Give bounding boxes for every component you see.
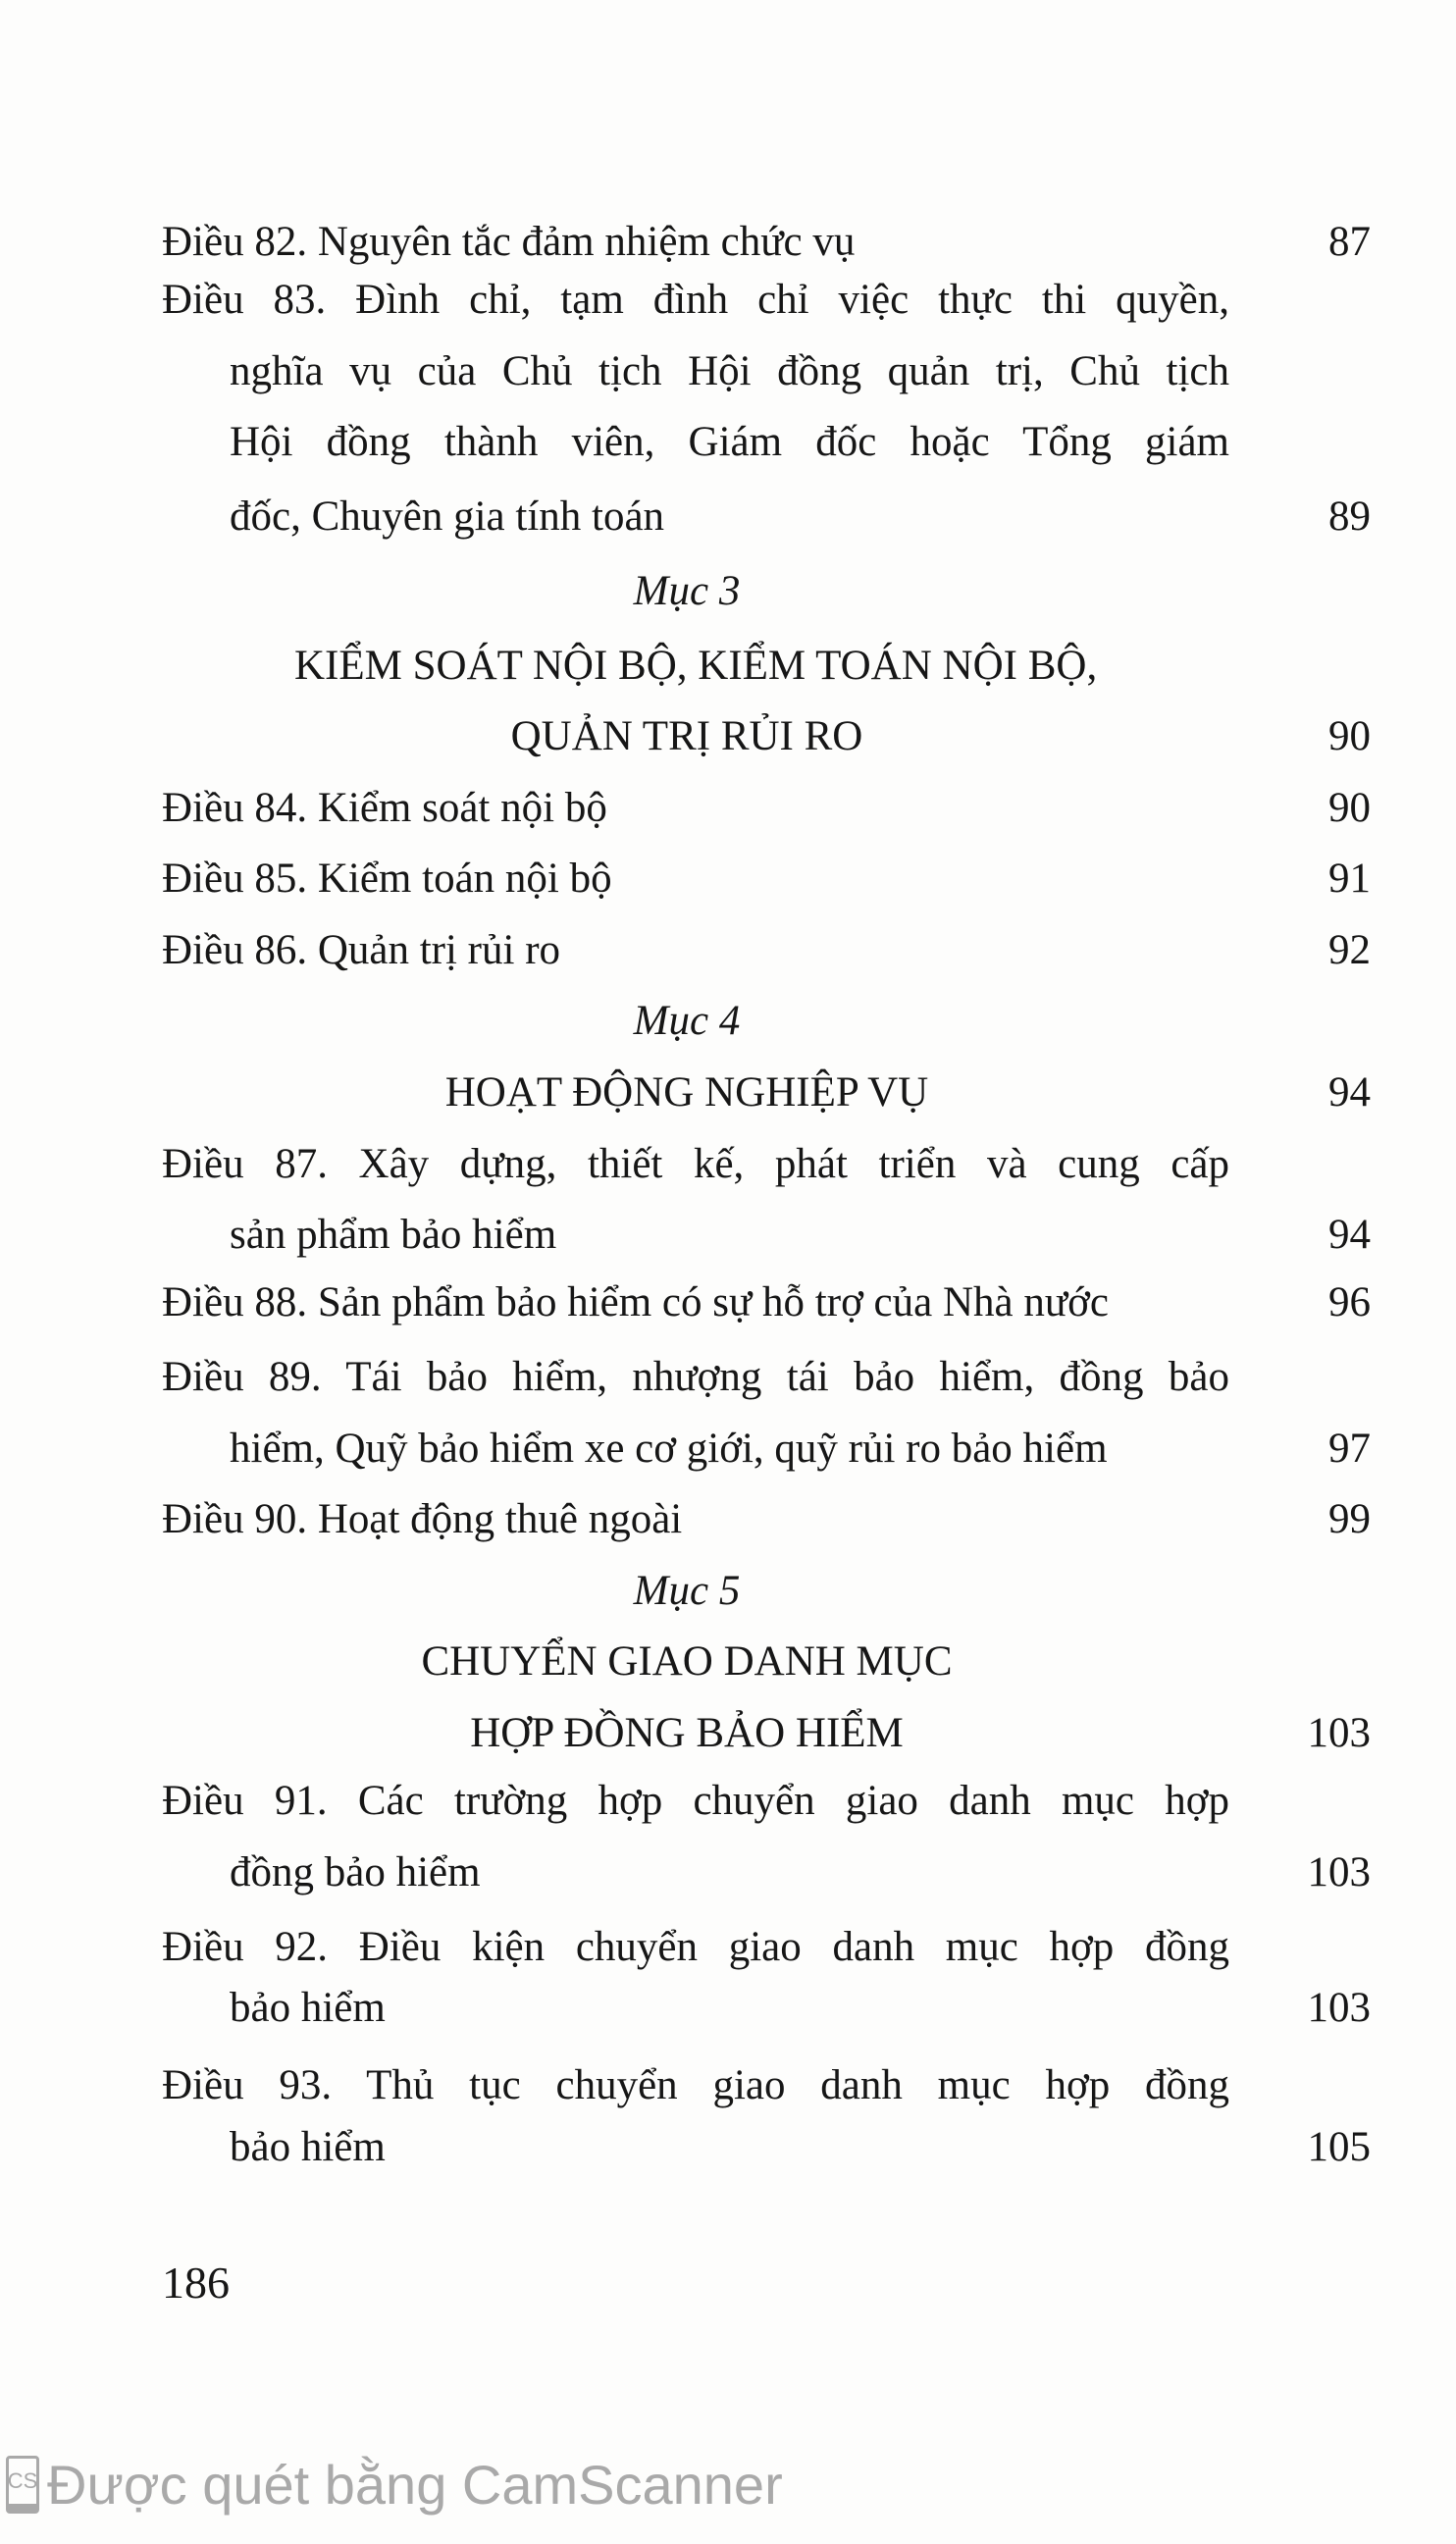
- toc-entry-line: Điều 91. Các trường hợp chuyển giao danh mục hợp: [162, 1778, 1229, 1824]
- toc-entry-line: Điều 84. Kiểm soát nội bộ: [162, 785, 607, 831]
- toc-entry-line: Điều 86. Quản trị rủi ro: [162, 927, 561, 973]
- toc-page-number: 92: [1328, 927, 1371, 973]
- toc-page-number: 94: [1328, 1069, 1371, 1116]
- section-label: Mục 3: [633, 568, 741, 614]
- toc-entry-line: Điều 90. Hoạt động thuê ngoài: [162, 1496, 683, 1542]
- toc-page-number: 87: [1328, 219, 1371, 265]
- toc-page-number: 94: [1328, 1212, 1371, 1258]
- toc-entry-line: Điều 83. Đình chỉ, tạm đình chỉ việc thực thi quyền,: [162, 277, 1229, 323]
- toc-page-number: 97: [1328, 1426, 1371, 1472]
- toc-page-number: 90: [1328, 785, 1371, 831]
- section-label: Mục 4: [633, 998, 741, 1044]
- toc-page-number: 103: [1307, 1985, 1371, 2031]
- toc-entry-line: Điều 85. Kiểm toán nội bộ: [162, 856, 612, 902]
- toc-entry-line: Điều 82. Nguyên tắc đảm nhiệm chức vụ: [162, 219, 856, 265]
- toc-page-number: 105: [1307, 2124, 1371, 2170]
- section-label: Mục 5: [633, 1568, 741, 1614]
- toc-entry-line: sản phẩm bảo hiểm: [230, 1212, 557, 1258]
- toc-entry-line: Điều 89. Tái bảo hiểm, nhượng tái bảo hiểm, đồng bảo: [162, 1354, 1229, 1400]
- section-title: QUẢN TRỊ RỦI RO: [510, 713, 863, 759]
- toc-entry-line: nghĩa vụ của Chủ tịch Hội đồng quản trị, Chủ tịch: [230, 348, 1229, 394]
- watermark-text: Được quét bằng CamScanner: [47, 2454, 783, 2516]
- camscanner-watermark: [6, 2453, 783, 2517]
- toc-entry-line: Điều 87. Xây dựng, thiết kế, phát triển và cung cấp: [162, 1141, 1229, 1187]
- page-number: 186: [162, 2258, 230, 2308]
- toc-page-number: 90: [1328, 713, 1371, 759]
- toc-page-number: 96: [1328, 1279, 1371, 1325]
- toc-entry-line: hiểm, Quỹ bảo hiểm xe cơ giới, quỹ rủi ro bảo hiểm: [230, 1426, 1108, 1472]
- section-title: KIỂM SOÁT NỘI BỘ, KIỂM TOÁN NỘI BỘ,: [294, 643, 1098, 689]
- toc-entry-line: bảo hiểm: [230, 2124, 386, 2170]
- toc-entry-line: Điều 88. Sản phẩm bảo hiểm có sự hỗ trợ của Nhà nước: [162, 1279, 1110, 1325]
- toc-page-number: 103: [1307, 1710, 1371, 1756]
- toc-entry-line: đốc, Chuyên gia tính toán: [230, 493, 665, 540]
- toc-page-number: 91: [1328, 856, 1371, 902]
- section-title: HOẠT ĐỘNG NGHIỆP VỤ: [444, 1069, 929, 1116]
- toc-entry-line: Điều 92. Điều kiện chuyển giao danh mục hợp đồng: [162, 1924, 1229, 1970]
- toc-page-number: 103: [1307, 1849, 1371, 1895]
- toc-page-number: 89: [1328, 493, 1371, 540]
- section-title: CHUYỂN GIAO DANH MỤC: [421, 1638, 953, 1685]
- camscanner-logo-icon: CS: [6, 2456, 39, 2514]
- section-title: HỢP ĐỒNG BẢO HIỂM: [470, 1710, 904, 1756]
- toc-entry-line: Điều 93. Thủ tục chuyển giao danh mục hợp đồng: [162, 2062, 1229, 2108]
- toc-entry-line: bảo hiểm: [230, 1985, 386, 2031]
- toc-entry-line: đồng bảo hiểm: [230, 1849, 481, 1895]
- toc-page-number: 99: [1328, 1496, 1371, 1542]
- toc-entry-line: Hội đồng thành viên, Giám đốc hoặc Tổng giám: [230, 419, 1229, 465]
